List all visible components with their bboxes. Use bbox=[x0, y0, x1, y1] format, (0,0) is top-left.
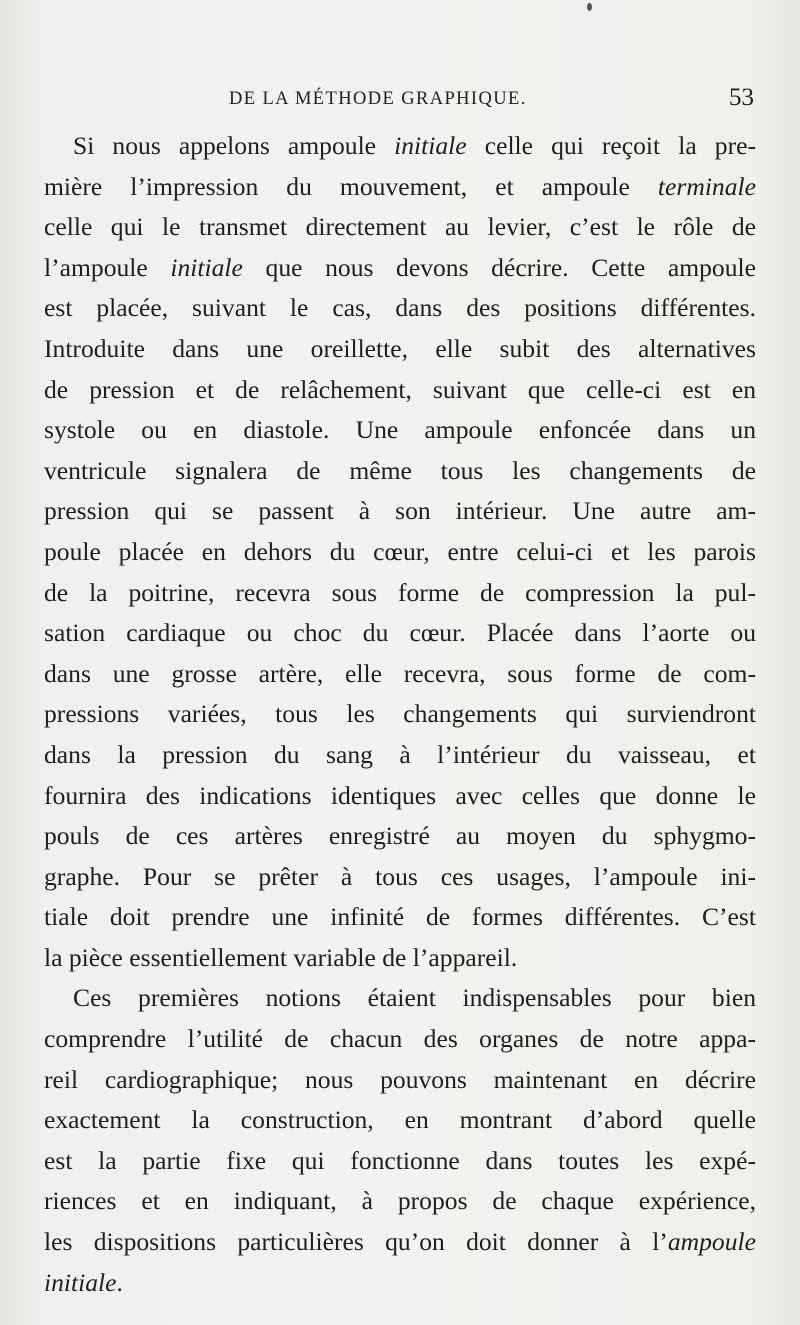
text-line: tiale doit prendre une infinité de formes différentes. C’est bbox=[44, 902, 756, 932]
text-line: pressions variées, tous les changements qui surviendront bbox=[44, 699, 756, 729]
paragraph bbox=[44, 978, 756, 1303]
text-line: pouls de ces artères enregistré au moyen du sphygmo- bbox=[44, 821, 756, 851]
text-line: Ces premières notions étaient indispensables pour bien bbox=[73, 983, 756, 1013]
text-line: sation cardiaque ou choc du cœur. Placée dans l’aorte ou bbox=[44, 618, 756, 648]
text-line: poule placée en dehors du cœur, entre celui-ci et les parois bbox=[44, 536, 756, 566]
italic-term: ampoule bbox=[667, 1227, 756, 1257]
text-line: de la poitrine, recevra sous forme de compression la pul- bbox=[44, 577, 756, 607]
text-line: reil cardiographique; nous pouvons maintenant en décrire bbox=[44, 1064, 756, 1094]
text-line: pression qui se passent à son intérieur. Une autre am- bbox=[44, 496, 756, 526]
italic-term: initiale bbox=[170, 252, 243, 282]
running-head-title: DE LA MÉTHODE GRAPHIQUE. bbox=[229, 89, 527, 109]
text-line: l’ampoule initiale que nous devons décrire. Cette ampoule bbox=[44, 252, 756, 282]
text-line: la pièce essentiellement variable de l’appareil. bbox=[44, 942, 518, 972]
paragraph bbox=[44, 126, 756, 978]
page-number: 53 bbox=[729, 84, 754, 111]
text-line: comprendre l’utilité de chacun des organes de notre appa- bbox=[44, 1024, 756, 1054]
text-line: graphe. Pour se prêter à tous ces usages, l’ampoule ini- bbox=[44, 861, 756, 891]
text-line: exactement la construction, en montrant d’abord quelle bbox=[44, 1105, 756, 1135]
text-line: Si nous appelons ampoule initiale celle qui reçoit la pre- bbox=[73, 131, 756, 160]
text-line: initiale. bbox=[44, 1267, 123, 1297]
italic-term: initiale bbox=[394, 131, 467, 160]
italic-term: initiale bbox=[44, 1267, 117, 1297]
text-line: Introduite dans une oreillette, elle subit des alternatives bbox=[44, 333, 756, 363]
running-head bbox=[0, 84, 800, 118]
text-line: ventricule signalera de même tous les changements de bbox=[44, 455, 756, 485]
text-line: mière l’impression du mouvement, et ampoule terminale bbox=[44, 171, 756, 201]
body-text bbox=[44, 126, 756, 1303]
text-line: celle qui le transmet directement au levier, c’est le rôle de bbox=[44, 212, 756, 242]
text-line: dans la pression du sang à l’intérieur du vaisseau, et bbox=[44, 739, 756, 769]
text-line: de pression et de relâchement, suivant que celle-ci est en bbox=[44, 374, 756, 404]
text-line: riences et en indiquant, à propos de chaque expérience, bbox=[44, 1186, 756, 1216]
ink-speck bbox=[587, 3, 592, 11]
italic-term: terminale bbox=[657, 171, 756, 201]
text-line: les dispositions particulières qu’on doit donner à l’ampoule bbox=[44, 1227, 756, 1257]
text-line: dans une grosse artère, elle recevra, sous forme de com- bbox=[44, 658, 756, 688]
text-line: fournira des indications identiques avec celles que donne le bbox=[44, 780, 756, 810]
text-line: systole ou en diastole. Une ampoule enfoncée dans un bbox=[44, 415, 756, 445]
text-line: est placée, suivant le cas, dans des positions différentes. bbox=[44, 293, 756, 323]
text-line: est la partie fixe qui fonctionne dans toutes les expé- bbox=[44, 1145, 756, 1175]
